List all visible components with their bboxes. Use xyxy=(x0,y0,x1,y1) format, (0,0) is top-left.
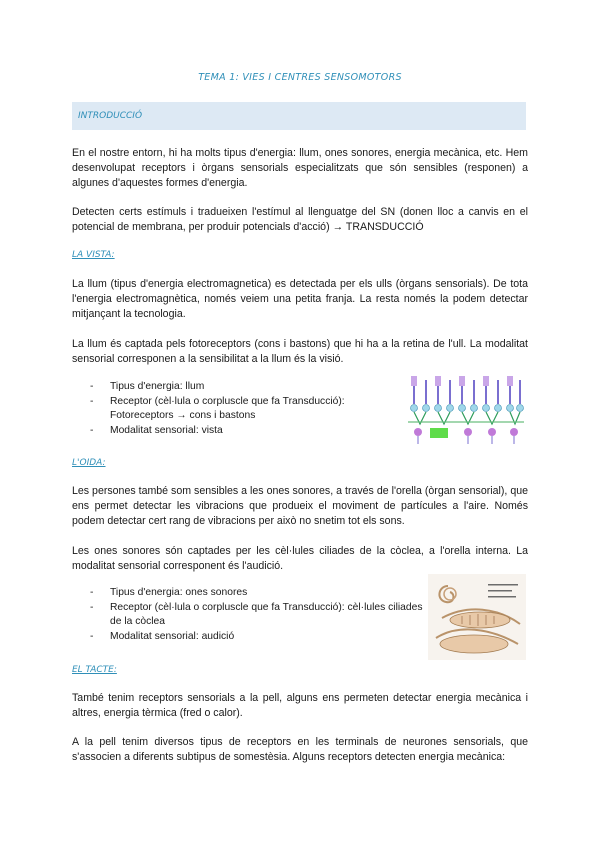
retina-photoreceptors-illustration xyxy=(406,374,526,444)
list-item: - Receptor (cèl·lula o corpluscle que fa Transducció): Fotoreceptors → cons i bastons xyxy=(90,395,396,424)
vista-heading: LA VISTA: xyxy=(72,250,115,260)
vista-bullet-list xyxy=(90,380,396,438)
list-item: - Tipus d'energia: llum xyxy=(90,380,396,395)
list-item: - Modalitat sensorial: vista xyxy=(90,424,396,439)
intro-heading-bar xyxy=(72,102,526,130)
list-item: - Receptor (cèl·lula o corpluscle que fa Transducció): cèl·lules ciliades de la còclea xyxy=(90,601,428,630)
cochlea-illustration xyxy=(428,574,526,660)
tacte-heading: EL TACTE: xyxy=(72,665,117,675)
intro-heading: INTRODUCCIÓ xyxy=(78,111,143,121)
oida-bullet-list xyxy=(90,586,428,644)
tacte-paragraph-2: A la pell tenim diversos tipus de receptors en les terminals de neurones sensorials, que s'associen a diferents subtipus de somestèsia. Alguns receptors detecten energia mecànica: xyxy=(72,736,528,764)
oida-heading: L'OIDA: xyxy=(72,458,106,468)
vista-paragraph-1: La llum (tipus d'energia electromagnetica) es detectada per els ulls (òrgans sensorials). De tota l'energia electromagnètica, només veiem una petita franja. La resta només la podem detectar mitjançant la tecnologia. xyxy=(72,278,528,321)
vista-paragraph-2: La llum és captada pels fotoreceptors (cons i bastons) que hi ha a la retina de l'ull. La modalitat sensorial corresponen a la sensibilitat a la llum és la visió. xyxy=(72,338,528,366)
oida-paragraph-2: Les ones sonores són captades per les cèl·lules ciliades de la còclea, a l'orella interna. La modalitat sensorial corresponent és l'audició. xyxy=(72,545,528,573)
list-item: - Tipus d'energia: ones sonores xyxy=(90,586,428,601)
intro-paragraph-1: En el nostre entorn, hi ha molts tipus d'energia: llum, ones sonores, energia mecànica, etc. Hem desenvolupat receptors i òrgans sensorials especialitzats que són sensibles (responen) a algunes d'aquestes formes d'energia. xyxy=(72,147,528,190)
oida-paragraph-1: Les persones també som sensibles a les ones sonores, a través de l'orella (òrgan sensorial), que ens permet detectar les vibracions que produeix el moviment de partícules a l'aire. Només podem detectar cert rang de vibracions per això no snetim tot els sons. xyxy=(72,485,528,528)
intro-paragraph-2: Detecten certs estímuls i tradueixen l'estímul al llenguatge del SN (donen lloc a canvis en el potencial de membrana, per produir potencials d'acció) → TRANSDUCCIÓ xyxy=(72,206,528,234)
tacte-paragraph-1: També tenim receptors sensorials a la pell, alguns ens permeten detectar energia mecànica i altres, energia tèrmica (fred o calor). xyxy=(72,692,528,720)
document-title: TEMA 1: VIES I CENTRES SENSOMOTORS xyxy=(198,72,402,83)
list-item: - Modalitat sensorial: audició xyxy=(90,630,428,645)
